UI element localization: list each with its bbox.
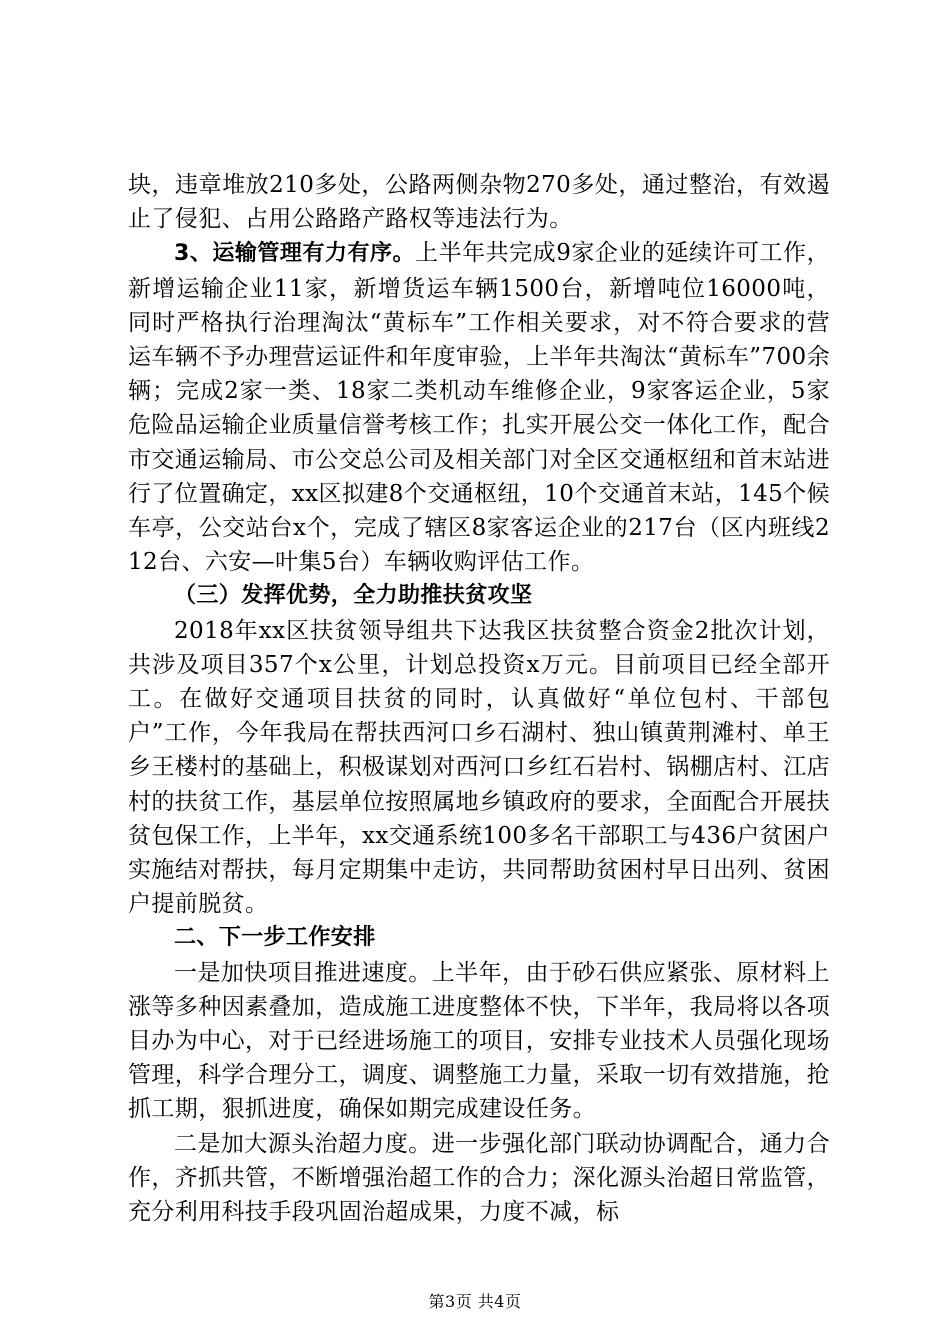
paragraph-lead: 3、运输管理有力有序。: [174, 241, 416, 267]
paragraph-overload-control: [128, 1127, 830, 1230]
section-heading-poverty: （三）发挥优势，全力助推扶贫攻坚: [174, 583, 533, 609]
paragraph-transport-management: [128, 236, 830, 579]
paragraph-continuation: [128, 168, 830, 236]
paragraph-project-speed: [128, 956, 830, 1127]
paragraph-text: 上半年共完成9家企业的延续许可工作，新增运输企业11家，新增货运车辆1500台，新增吨位16000吨，同时严格执行治理淘汰“黄标车”工作相关要求，对不符合要求的营运车辆不予办理营运证件和年度审验，上半年共淘汰“黄标车”700余辆；完成2家一类、18家二类机动车维修企业，9家客运企业，5家危险品运输企业质量信誉考核工作；扎实开展公交一体化工作，配合市交通运输局、市公交总公司及相关部门对全区交通枢纽和首末站进行了位置确定，xx区拟建8个交通枢纽，10个交通首末站，145个候车亭，公交站台x个，完成了辖区8家客运企业的217台（区内班线212台、六安—叶集5台）车辆收购评估工作。: [128, 240, 830, 576]
paragraph-poverty-alleviation: [128, 614, 830, 922]
page-footer: [0, 1289, 950, 1312]
document-body: [128, 168, 830, 1229]
paragraph-text: 一是加快项目推进速度。上半年，由于砂石供应紧张、原材料上涨等多种因素叠加，造成施工进度整体不快，下半年，我局将以各项目办为中心，对于已经进场施工的项目，安排专业技术人员强化现场管理，科学合理分工，调度、调整施工力量，采取一切有效措施，抢抓工期，狠抓进度，确保如期完成建设任务。: [128, 959, 830, 1123]
page-number: 第3页 共4页: [428, 1292, 522, 1311]
paragraph-text: 二是加大源头治超力度。进一步强化部门联动协调配合，通力合作，齐抓共管，不断增强治超工作的合力；深化源头治超日常监管，充分利用科技手段巩固治超成果，力度不减，标: [128, 1130, 830, 1226]
section-heading-next-steps: 二、下一步工作安排: [174, 925, 376, 951]
paragraph-text: 块，违章堆放210多处，公路两侧杂物270多处，通过整治，有效遏止了侵犯、占用公路路产路权等违法行为。: [128, 172, 830, 233]
paragraph-text: 2018年xx区扶贫领导组共下达我区扶贫整合资金2批次计划，共涉及项目357个x公里，计划总投资x万元。目前项目已经全部开工。在做好交通项目扶贫的同时，认真做好“单位包村、干部包户”工作，今年我局在帮扶西河口乡石湖村、独山镇黄荆滩村、单王乡王楼村的基础上，积极谋划对西河口乡红石岩村、锅棚店村、江店村的扶贫工作，基层单位按照属地乡镇政府的要求，全面配合开展扶贫包保工作，上半年，xx交通系统100多名干部职工与436户贫困户实施结对帮扶，每月定期集中走访，共同帮助贫困村早日出列、贫困户提前脱贫。: [128, 617, 830, 918]
